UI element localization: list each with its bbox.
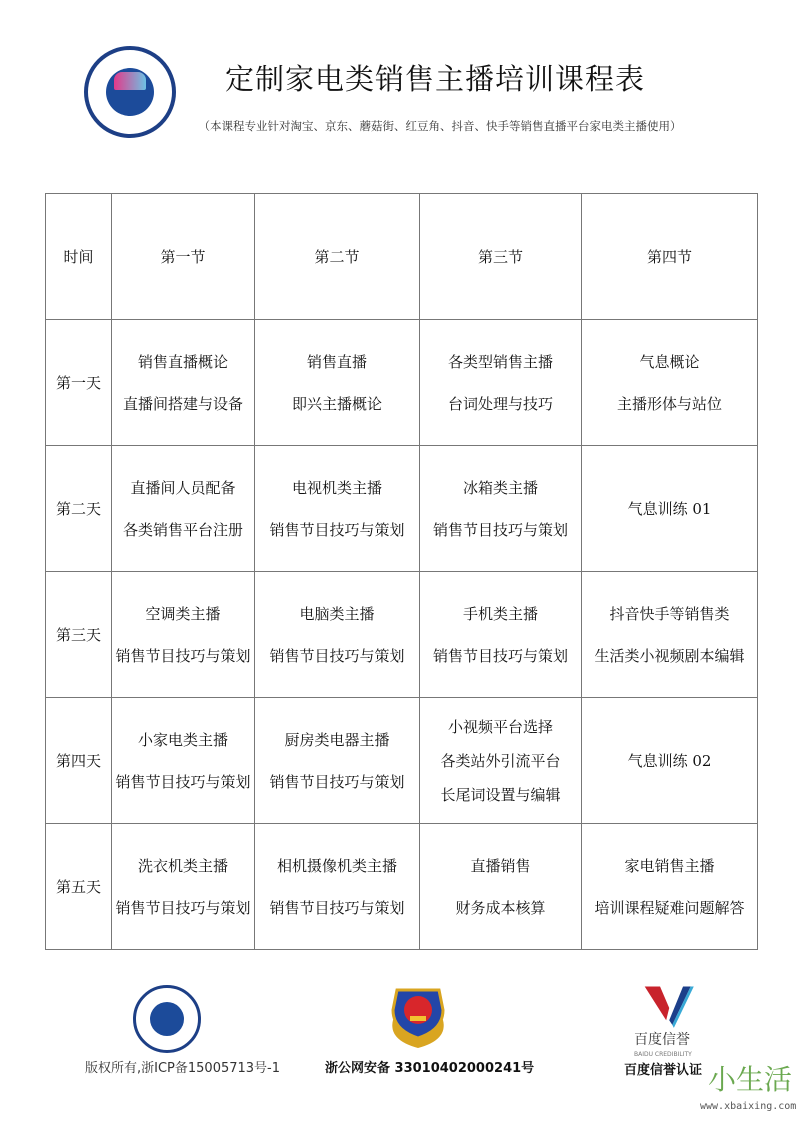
session-cell xyxy=(112,446,255,572)
baidu-credibility-logo xyxy=(635,985,705,1031)
table-row xyxy=(46,320,758,446)
session-line: 销售节目技巧与策划 xyxy=(432,646,568,665)
session-line: 各类销售平台注册 xyxy=(122,520,243,539)
session-line: 销售节目技巧与策划 xyxy=(269,520,405,539)
session-cell xyxy=(420,572,582,698)
session-line: 气息训练 02 xyxy=(627,751,712,770)
day-cell: 第五天 xyxy=(46,824,112,950)
session-line: 冰箱类主播 xyxy=(462,478,538,497)
session-line: 销售直播 xyxy=(306,352,367,371)
session-line: 直播销售 xyxy=(470,856,531,875)
company-logo-small xyxy=(133,985,201,1053)
day-cell: 第二天 xyxy=(46,446,112,572)
session-line: 空调类主播 xyxy=(145,604,221,623)
session-line: 销售节目技巧与策划 xyxy=(269,646,405,665)
session-line: 直播间人员配备 xyxy=(130,478,236,497)
session-line: 销售直播概论 xyxy=(137,352,228,371)
session-line: 长尾词设置与编辑 xyxy=(440,785,561,804)
session-line: 生活类小视频剧本编辑 xyxy=(594,646,745,665)
session-line: 各类型销售主播 xyxy=(447,352,553,371)
table-header-row xyxy=(46,194,758,320)
baidu-logo-text: 百度信誉 xyxy=(634,1032,690,1048)
course-schedule-table xyxy=(45,193,758,950)
session-line: 培训课程疑难问题解答 xyxy=(594,898,745,917)
session-line: 各类站外引流平台 xyxy=(440,751,561,770)
session-cell xyxy=(112,824,255,950)
table-row xyxy=(46,446,758,572)
session-line: 销售节目技巧与策划 xyxy=(432,520,568,539)
session-line: 财务成本核算 xyxy=(455,898,546,917)
session-cell xyxy=(112,572,255,698)
session-cell xyxy=(582,572,758,698)
session-line: 小家电类主播 xyxy=(137,730,228,749)
session-line: 销售节目技巧与策划 xyxy=(115,898,251,917)
column-header: 时间 xyxy=(46,194,112,320)
session-line: 销售节目技巧与策划 xyxy=(115,772,251,791)
column-header: 第四节 xyxy=(582,194,758,320)
baidu-cert: 百度信誉认证 xyxy=(624,1063,703,1078)
icp-record: 版权所有,浙ICP备15005713号-1 xyxy=(85,1061,281,1076)
session-line: 电脑类主播 xyxy=(299,604,375,623)
session-line: 洗衣机类主播 xyxy=(137,856,228,875)
day-cell: 第三天 xyxy=(46,572,112,698)
session-line: 台词处理与技巧 xyxy=(447,394,553,413)
session-line: 销售节目技巧与策划 xyxy=(115,646,251,665)
session-line: 抖音快手等销售类 xyxy=(609,604,730,623)
page-subtitle: （本课程专业针对淘宝、京东、蘑菇街、红豆角、抖音、快手等销售直播平台家电类主播使用） xyxy=(198,119,682,133)
session-cell xyxy=(420,824,582,950)
watermark-url: www.xbaixing.com xyxy=(700,1101,797,1112)
session-cell xyxy=(255,698,420,824)
police-badge-icon xyxy=(383,980,453,1050)
session-line: 主播形体与站位 xyxy=(616,394,722,413)
session-cell xyxy=(255,824,420,950)
police-record: 浙公网安备 33010402000241号 xyxy=(325,1061,535,1076)
session-cell xyxy=(255,572,420,698)
session-line: 气息训练 01 xyxy=(627,499,712,518)
column-header: 第二节 xyxy=(255,194,420,320)
session-line: 小视频平台选择 xyxy=(447,717,553,736)
session-cell xyxy=(420,320,582,446)
table-row xyxy=(46,824,758,950)
column-header: 第三节 xyxy=(420,194,582,320)
session-line: 手机类主播 xyxy=(462,604,538,623)
session-cell xyxy=(255,320,420,446)
table-row xyxy=(46,698,758,824)
session-line: 销售节目技巧与策划 xyxy=(269,772,405,791)
session-cell xyxy=(112,698,255,824)
session-cell xyxy=(255,446,420,572)
session-cell xyxy=(582,698,758,824)
session-line: 相机摄像机类主播 xyxy=(276,856,397,875)
session-line: 家电销售主播 xyxy=(624,856,715,875)
day-cell: 第四天 xyxy=(46,698,112,824)
session-line: 厨房类电器主播 xyxy=(284,730,390,749)
session-line: 电视机类主播 xyxy=(291,478,382,497)
session-line: 气息概论 xyxy=(639,352,700,371)
session-cell xyxy=(112,320,255,446)
session-line: 销售节目技巧与策划 xyxy=(269,898,405,917)
column-header: 第一节 xyxy=(112,194,255,320)
watermark-text: 小生活 xyxy=(708,1063,793,1096)
session-line: 即兴主播概论 xyxy=(291,394,382,413)
session-cell xyxy=(420,446,582,572)
session-cell xyxy=(582,824,758,950)
page-title: 定制家电类销售主播培训课程表 xyxy=(224,62,645,96)
session-cell xyxy=(582,446,758,572)
logo-wave-mark xyxy=(114,72,146,90)
session-cell xyxy=(420,698,582,824)
table-row xyxy=(46,572,758,698)
day-cell: 第一天 xyxy=(46,320,112,446)
baidu-logo-subtext: BAIDU CREDIBILITY xyxy=(634,1051,692,1058)
session-cell xyxy=(582,320,758,446)
session-line: 直播间搭建与设备 xyxy=(122,394,243,413)
